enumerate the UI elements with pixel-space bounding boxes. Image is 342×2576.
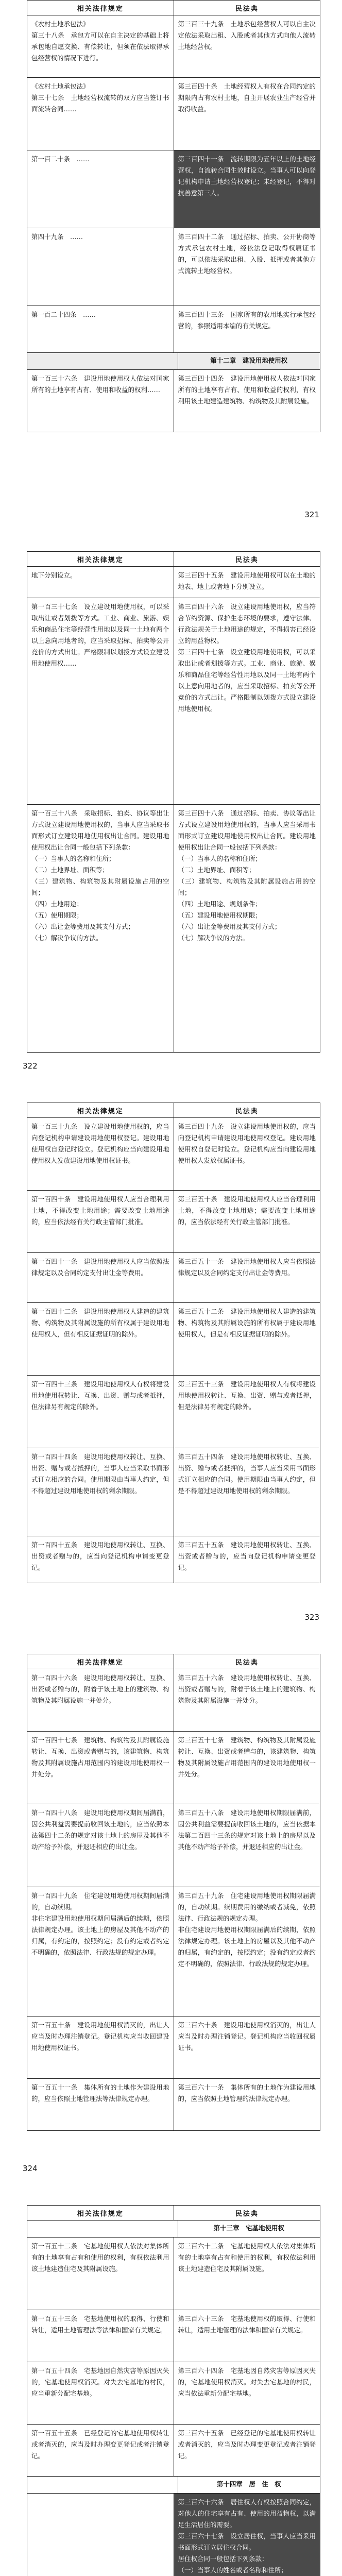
left-cell: 第一百四十七条 建筑物、构筑物及其附属设施转让、互换、出资或者赠与的，该建筑物、构筑物及其附属设施占用范围内的建设用地使用权一并处分。 xyxy=(31,1736,169,1778)
table-header xyxy=(27,552,320,567)
right-cell: 第三百五十四条 建设用地使用权转让、互换、出资、赠与或者抵押的，当事人应当采用书面形式订立相应的合同。使用期限由当事人约定，但是不得超过建设用地使用权的剩余期限。 xyxy=(174,1448,320,1536)
right-cell: 第三百四十四条 建设用地使用权人依法对国家所有的土地享有占有、使用和收益的权利，有权利用该土地建造建筑物、构筑物及其附属设施。 xyxy=(174,370,320,432)
page-number: 324 xyxy=(23,2164,38,2173)
comparison-table xyxy=(27,2205,320,2576)
left-cell: 地下分别设立。 xyxy=(31,571,77,579)
left-cell: 第一百五十三条 宅基地使用权的取得、行使和转让，适用土地管理法等法律和国家有关规定。 xyxy=(31,2315,169,2334)
header-left: 相关法律规定 xyxy=(77,5,124,13)
table-row xyxy=(27,2238,320,2310)
table-row xyxy=(27,598,320,805)
table-row xyxy=(27,1732,320,1804)
table-row xyxy=(27,2425,320,2477)
right-cell: 第三百四十五条 建设用地使用权可以在土地的地表、地上或者地下分别设立。 xyxy=(174,567,320,598)
table-row xyxy=(27,1536,320,1583)
right-cell: 第三百四十六条 设立建设用地使用权，应当符合节约资源、保护生态环境的要求，遵守法律、行政法规关于土地用途的规定，不得损害已经设立的用益物权。 第三百四十七条 设立建设用地使用权，可以采取出让或者划拨等方式。工业、商业、旅游、娱乐和商品住宅等经营性用地以及同一土地有两个以上意向用地者的，应当采取招标、拍卖等公开竞价的方式出让。严格限制以划拨方式设立建设用地使用权。 xyxy=(174,598,320,804)
comparison-table xyxy=(27,1103,320,1583)
table-header xyxy=(27,1,320,15)
right-cell: 第三百五十三条 建设用地使用权人有权将建设用地使用权转让、互换、出资、赠与或者抵押，但是法律另有规定的除外。 xyxy=(174,1376,320,1448)
section-heading: 第十二章 建设用地使用权 xyxy=(178,353,320,369)
right-cell: 第三百五十二条 建设用地使用权人建造的建筑物、构筑物及其附属设施的所有权属于建设用地使用权人，但是有相反证据证明的除外。 xyxy=(174,1303,320,1375)
table-row xyxy=(27,805,320,1052)
comparison-table xyxy=(27,1654,320,2131)
right-cell: 第三百四十一条 流转期限为五年以上的土地经营权，自流转合同生效时设立。当事人可以向登记机构申请土地经营权登记；未经登记，不得对抗善意第三人。 xyxy=(174,150,320,228)
right-cell: 第三百六十二条 宅基地使用权人依法对集体所有的土地享有占有和使用的权利，有权依法利用该土地建造住宅及其附属设施。 xyxy=(174,2238,320,2310)
left-cell: 第一百五十条 建设用地使用权消灭的，出让人应当及时办理注销登记。登记机构应当收回建设用地使用权证书。 xyxy=(31,2021,169,2052)
page-3 xyxy=(0,1103,342,1628)
left-cell: 第一百四十四条 建设用地使用权转让、互换、出资、赠与或者抵押的，当事人应当采取书面形式订立相应的合同。使用期限由当事人约定，但不得超过建设用地使用权的剩余期限。 xyxy=(31,1453,169,1495)
right-cell: 第三百五十五条 建设用地使用权转让、互换、出资或者赠与的，应当向登记机构申请变更登记。 xyxy=(174,1536,320,1583)
left-cell: 第一百五十二条 宅基地使用权人依法对集体所有的土地享有占有和使用的权利，有权依法利用该土地建造住宅及其附属设施。 xyxy=(31,2242,169,2273)
right-cell: 第三百六十四条 宅基地因自然灾害等原因灭失的，宅基地使用权消灭。对失去宅基地的村民，应当依法重新分配宅基地。 xyxy=(174,2362,320,2424)
header-left: 相关法律规定 xyxy=(77,2210,124,2218)
right-cell: 第三百四十八条 通过招标、拍卖、协议等出让方式设立建设用地使用权的，当事人应当采用书面形式订立建设用地使用权出让合同。建设用地使用权出让合同一般包括下列条款： （一）当事人的名称和住所； （二）土地界址、面积等； （三）建筑物、构筑物及其附属设施占用的空间； （四）土地用途、规划条件； （五）建设用地使用权期限； （六）出让金等费用及其支付方式； （七）解决争议的方法。 xyxy=(174,805,320,1052)
table-row xyxy=(27,228,320,306)
header-left: 相关法律规定 xyxy=(77,556,124,564)
header-left: 相关法律规定 xyxy=(77,1658,124,1667)
table-row xyxy=(27,1253,320,1303)
table-row xyxy=(27,2310,320,2362)
header-right: 民法典 xyxy=(174,1103,320,1117)
left-cell: 第一百三十九条 设立建设用地使用权的，应当向登记机构申请建设用地使用权登记。建设用地使用权自登记时设立。登记机构应当向建设用地使用权人发放建设用地使用权证书。 xyxy=(31,1123,169,1164)
section-row xyxy=(27,2477,320,2494)
header-right: 民法典 xyxy=(174,1,320,15)
right-cell: 第三百四十二条 通过招标、拍卖、公开协商等方式承包农村土地，经依法登记取得权属证书的，可以依法采取出租、入股、抵押或者其他方式流转土地经营权。 xyxy=(174,228,320,306)
table-row xyxy=(27,15,320,78)
section-heading: 第十三章 宅基地使用权 xyxy=(178,2221,320,2237)
page-2 xyxy=(0,551,342,1077)
page-5 xyxy=(0,2205,342,2576)
table-row xyxy=(27,1118,320,1191)
table-row xyxy=(27,2362,320,2425)
left-cell: 《农村土地承包法》 第三十七条 土地经营权流转的双方应当签订书面流转合同…… xyxy=(31,82,169,113)
left-cell: 第一百四十五条 建设用地使用权转让、互换、出资或者赠与的，应当向登记机构申请变更登记。 xyxy=(31,1541,169,1571)
right-cell: 第三百六十六条 居住权人有权按照合同约定，对他人的住宅享有占有、使用的用益物权，以满足生活居住的需要。 第三百六十七条 设立居住权，当事人应当采用书面形式订立居住权合同。 居住权合同一般包括下列条款： （一）当事人的姓名或者名称和住所； xyxy=(174,2494,320,2576)
left-cell: 第一百三十六条 建设用地使用权人依法对国家所有的土地享有占有、使用和收益的权利…… xyxy=(31,375,169,394)
table-row xyxy=(27,1448,320,1536)
left-cell: 第一百四十条 建设用地使用权人应当合理利用土地，不得改变土地用途；需要改变土地用途的，应当依法经有关行政主管部门批准。 xyxy=(31,1195,169,1226)
table-row xyxy=(27,2016,320,2079)
left-cell: 第一百四十八条 建设用地使用权期间届满前，因公共利益需要提前收回该土地的，应当依照本法第四十二条的规定对该土地上的房屋及其他不动产给予补偿，并退还相应的出让金。 xyxy=(31,1809,169,1851)
table-row xyxy=(27,78,320,150)
right-cell: 第三百五十八条 建设用地使用权期限届满前，因公共利益需要提前收回该土地的，应当依据本法第二百四十三条的规定对该土地上的房屋以及其他不动产给予补偿，并退还相应的出让金。 xyxy=(174,1804,320,1887)
left-cell: 第一百四十六条 建设用地使用权转让、互换、出资或者赠与的，附着于该土地上的建筑物、构筑物及其附属设施一并处分。 xyxy=(31,1674,169,1704)
right-cell: 第三百五十条 建设用地使用权人应当合理利用土地，不得改变土地用途；需要改变土地用途的，应当依法经有关行政主管部门批准。 xyxy=(174,1191,320,1252)
left-cell: 第一百四十九条 住宅建设用地使用权期间届满的，自动续期。 非住宅建设用地使用权期间届满后的续期，依照法律规定办理。该土地上的房屋及其他不动产的归属，有约定的，按照约定；没有约定或者约定不明确的，依照法律、行政法规的规定办理。 xyxy=(31,1892,169,1956)
table-row xyxy=(27,306,320,353)
right-cell: 第三百四十九条 设立建设用地使用权的，应当向登记机构申请建设用地使用权登记。建设用地使用权自登记时设立。登记机构应当向建设用地使用权人发放权属证书。 xyxy=(174,1118,320,1190)
right-cell: 第三百五十七条 建筑物、构筑物及其附属设施转让、互换、出资或者赠与的，该建筑物、构筑物及其附属设施占用范围内的建设用地使用权一并处分。 xyxy=(174,1732,320,1804)
left-cell: 《农村土地承包法》 第三十八条 承包方可以在自主决定的基础上将承包地自愿交换、有偿转让，但须在依法取得承包经营权的情况下进行。 xyxy=(31,20,169,62)
table-row xyxy=(27,2494,320,2576)
table-row xyxy=(27,1887,320,2016)
right-cell: 第三百三十九条 土地承包经营权人可以自主决定依法采取出租、入股或者其他方式向他人流转土地经营权。 xyxy=(174,15,320,77)
left-cell: 第一百五十一条 集体所有的土地作为建设用地的，应当依照土地管理法等法律规定办理。 xyxy=(31,2083,169,2103)
left-cell: 第一百四十三条 建设用地使用权人有权将建设用地使用权转让、互换、出资、赠与或者抵押，但法律另有规定的除外。 xyxy=(31,1380,169,1411)
header-right: 民法典 xyxy=(174,552,320,566)
table-row xyxy=(27,1804,320,1887)
page-number: 321 xyxy=(304,510,319,519)
table-row xyxy=(27,567,320,598)
table-header xyxy=(27,1103,320,1118)
left-cell: 第一百四十一条 建设用地使用权人应当依照法律规定以及合同约定支付出让金等费用。 xyxy=(31,1258,169,1277)
right-cell: 第三百五十九条 住宅建设用地使用权期限届满的，自动续期。续期费用的缴纳或者减免，依照法律、行政法规的规定办理。 非住宅建设用地使用权期限届满后的续期，依照法律规定办理。该土地上的房屋以及其他不动产的归属，有约定的，按照约定；没有约定或者约定不明确的，依照法律、行政法规的规定办理。 xyxy=(174,1887,320,2016)
right-cell: 第三百六十一条 集体所有的土地作为建设用地的，应当依照土地管理的法律规定办理。 xyxy=(174,2079,320,2130)
left-cell: 第一百五十五条 已经登记的宅基地使用权转让或者消灭的，应当及时办理变更登记或者注销登记。 xyxy=(31,2429,169,2460)
section-left xyxy=(27,2221,178,2237)
header-right: 民法典 xyxy=(174,2206,320,2220)
left-cell: 第一百二十条 …… xyxy=(31,155,90,163)
table-row xyxy=(27,1376,320,1448)
table-row xyxy=(27,2079,320,2130)
table-row xyxy=(27,1669,320,1732)
section-left xyxy=(27,353,178,369)
table-row xyxy=(27,1303,320,1376)
header-right: 民法典 xyxy=(174,1654,320,1669)
section-heading: 第十四章 居 住 权 xyxy=(178,2477,320,2493)
table-row xyxy=(27,370,320,432)
left-cell: 第一百五十四条 宅基地因自然灾害等原因灭失的，宅基地使用权消灭。对失去宅基地的村民，应当重新分配宅基地。 xyxy=(31,2367,169,2397)
left-cell: 第一百四十二条 建设用地使用权人建造的建筑物、构筑物及其附属设施的所有权属于建设用地使用权人，但有相反证据证明的除外。 xyxy=(31,1308,169,1338)
left-cell: 第一百二十四条 …… xyxy=(31,311,96,318)
comparison-table xyxy=(27,551,320,1053)
table-row xyxy=(27,1191,320,1253)
page-4 xyxy=(0,1654,342,2179)
page-number: 323 xyxy=(304,1613,319,1622)
right-cell: 第三百五十六条 建设用地使用权转让、互换、出资或者赠与的，附着于该土地上的建筑物、构筑物及其附属设施一并处分。 xyxy=(174,1669,320,1731)
section-row xyxy=(27,2221,320,2238)
right-cell: 第三百四十条 土地经营权人有权在合同约定的期限内占有农村土地，自主开展农业生产经营并取得收益。 xyxy=(174,78,320,150)
header-left: 相关法律规定 xyxy=(77,1107,124,1115)
page-number: 322 xyxy=(23,1061,38,1071)
left-cell: 第一百三十七条 设立建设用地使用权，可以采取出让或者划拨等方式。工业、商业、旅游、娱乐和商品住宅等经营性用地以及同一土地有两个以上意向用地者的，应当采取招标、拍卖等公开竞价的方式出让。严格限制以划拨方式设立建设用地使用权…… xyxy=(31,603,169,667)
section-left xyxy=(27,2477,178,2493)
right-cell: 第三百六十条 建设用地使用权消灭的，出让人应当及时办理注销登记。登记机构应当收回权属证书。 xyxy=(174,2016,320,2078)
right-cell: 第三百四十三条 国家所有的农用地实行承包经营的，参照适用本编的有关规定。 xyxy=(174,306,320,352)
left-cell xyxy=(27,2494,174,2576)
right-cell: 第三百五十一条 建设用地使用权人应当依照法律规定以及合同约定支付出让金等费用。 xyxy=(174,1253,320,1302)
right-cell: 第三百六十三条 宅基地使用权的取得、行使和转让，适用土地管理的法律和国家有关规定。 xyxy=(174,2310,320,2362)
page-1 xyxy=(0,0,342,526)
right-cell: 第三百六十五条 已经登记的宅基地使用权转让或者消灭的，应当及时办理变更登记或者注销登记。 xyxy=(174,2425,320,2476)
comparison-table xyxy=(27,0,320,432)
left-cell: 第四十九条 …… xyxy=(31,233,83,241)
table-header xyxy=(27,2206,320,2221)
left-cell: 第一百三十八条 采取招标、拍卖、协议等出让方式设立建设用地使用权的，当事人应当采取书面形式订立建设用地使用权出让合同。建设用地使用权出让合同一般包括下列条款： （一）当事人的名称和住所； （二）土地界址、面积等； （三）建筑物、构筑物及其附属设施占用的空间； （四）土地用途； （五）使用期限； （六）出让金等费用及其支付方式； （七）解决争议的方法。 xyxy=(31,809,169,942)
table-row xyxy=(27,150,320,228)
table-header xyxy=(27,1654,320,1669)
section-row xyxy=(27,353,320,370)
